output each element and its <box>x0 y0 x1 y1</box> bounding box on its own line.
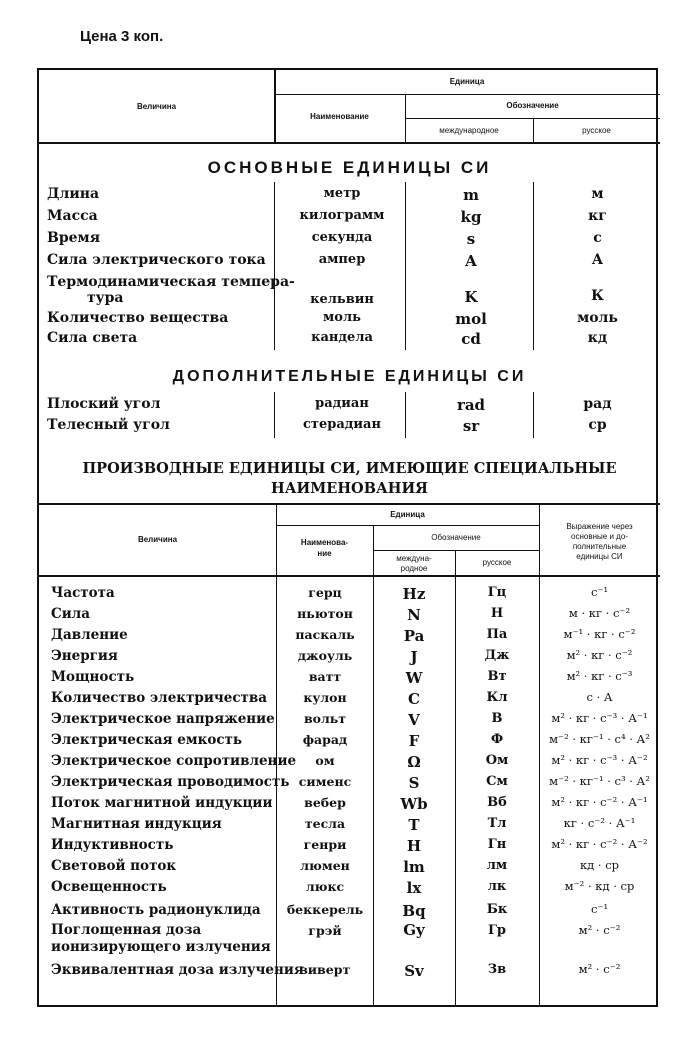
unit-name-cell: беккерель <box>286 902 364 917</box>
quantity-cell: Время <box>47 230 101 246</box>
quantity-cell: Эквивалентная доза излучения <box>51 962 304 978</box>
intl-symbol-cell: Gy <box>403 921 425 939</box>
russian-symbol-cell: моль <box>577 310 618 326</box>
unit-name-cell: секунда <box>311 230 373 245</box>
quantity-cell: Электрическая проводимость <box>51 774 290 790</box>
derived-header-top-rule <box>39 503 660 505</box>
derived-header-intl-l1: междуна- <box>396 554 432 563</box>
unit-name-cell: метр <box>323 186 361 201</box>
unit-name-cell: генри <box>303 837 347 852</box>
derived-units-title-line1: ПРОИЗВОДНЫЕ ЕДИНИЦЫ СИ, ИМЕЮЩИЕ СПЕЦИАЛЬНЫЕ <box>82 460 617 477</box>
column-divider <box>455 939 456 1005</box>
column-divider <box>276 939 277 1005</box>
derived-header-name-l2: ние <box>317 549 332 558</box>
russian-symbol-cell: кд <box>587 330 608 346</box>
quantity-cell: Сила света <box>47 330 138 346</box>
russian-symbol-cell: Тл <box>487 816 507 831</box>
intl-symbol-cell: K <box>464 288 478 306</box>
derived-header-bottom-rule <box>39 575 660 577</box>
si-expression-cell: м⁻² · кд · ср <box>564 879 635 893</box>
quantity-cell: Сила <box>51 606 91 622</box>
derived-header-russian: русское <box>482 558 512 567</box>
unit-name-cell: вебер <box>304 795 346 810</box>
table-row <box>39 922 660 958</box>
table-row <box>39 669 660 689</box>
si-expression-cell: м² · кг · с⁻³ · А⁻¹ <box>551 711 648 725</box>
intl-symbol-cell: A <box>465 252 477 270</box>
table-row <box>39 230 660 250</box>
quantity-cell: Индуктивность <box>51 837 174 853</box>
quantity-cell-continuation: тура <box>87 290 124 306</box>
quantity-cell: Активность радионуклида <box>51 902 261 918</box>
header-divider <box>274 94 660 95</box>
intl-symbol-cell: sr <box>462 417 480 435</box>
intl-symbol-cell: Sv <box>404 962 424 980</box>
quantity-cell: Давление <box>51 627 128 643</box>
quantity-cell: Поток магнитной индукции <box>51 795 273 811</box>
derived-header-name-l1: Наименова- <box>300 538 349 547</box>
russian-symbol-cell: К <box>591 288 604 304</box>
table-row <box>39 795 660 815</box>
russian-symbol-cell: Вт <box>487 669 507 684</box>
intl-symbol-cell: N <box>407 606 421 624</box>
unit-name-cell: радиан <box>315 396 369 411</box>
intl-symbol-cell: kg <box>460 208 482 226</box>
table-row <box>39 711 660 731</box>
intl-symbol-cell: Pa <box>403 627 425 645</box>
russian-symbol-cell: См <box>486 774 508 789</box>
russian-symbol-cell: лк <box>487 879 507 894</box>
table-row <box>39 648 660 668</box>
unit-name-cell: тесла <box>304 816 346 831</box>
si-expression-cell: м² · кг · с⁻³ <box>566 669 633 683</box>
si-expression-cell: м² · с⁻² <box>578 962 621 976</box>
russian-symbol-cell: Ф <box>490 732 504 747</box>
si-expression-cell: с⁻¹ <box>590 585 609 599</box>
table-row <box>39 208 660 228</box>
derived-header-divider <box>373 550 539 551</box>
unit-name-cell: ом <box>315 753 335 768</box>
intl-symbol-cell: Bq <box>402 902 426 920</box>
quantity-cell: Освещенность <box>51 879 167 895</box>
unit-name-cell: кулон <box>303 690 347 705</box>
russian-symbol-cell: В <box>491 711 503 726</box>
si-expression-cell: м⁻² · кг⁻¹ · с³ · А² <box>549 774 650 788</box>
intl-symbol-cell: V <box>408 711 420 729</box>
unit-name-cell: ампер <box>318 252 366 267</box>
unit-name-cell: герц <box>308 585 342 600</box>
quantity-cell: Сила электрического тока <box>47 252 266 268</box>
table-row <box>39 396 660 416</box>
header-bottom-rule <box>39 142 660 144</box>
table-row <box>39 753 660 773</box>
unit-name-cell: фарад <box>302 732 348 747</box>
derived-header-divider <box>276 525 539 526</box>
quantity-cell: Термодинамическая темпера- <box>47 274 295 290</box>
russian-symbol-cell: м <box>591 186 604 202</box>
table-row <box>39 330 660 350</box>
table-row <box>39 816 660 836</box>
russian-symbol-cell: с <box>593 230 602 246</box>
si-expression-cell: м⁻² · кг⁻¹ · с⁴ · А² <box>549 732 650 746</box>
quantity-cell: Электрическое сопротивление <box>51 753 297 769</box>
si-expression-cell: м² · кг · с⁻² · А⁻¹ <box>551 795 648 809</box>
column-divider <box>539 939 540 1005</box>
quantity-cell: Масса <box>47 208 98 224</box>
unit-name-cell: паскаль <box>295 627 355 642</box>
table-row <box>39 837 660 857</box>
header-designation: Обозначение <box>506 101 559 110</box>
si-expression-cell: кг · с⁻² · А⁻¹ <box>563 816 636 830</box>
table-row <box>39 606 660 626</box>
si-expression-cell: с⁻¹ <box>590 902 609 916</box>
si-expression-cell: м² · кг · с⁻² <box>566 648 633 662</box>
column-divider <box>373 939 374 1005</box>
derived-header-intl-l2: родное <box>400 564 428 573</box>
table-row <box>39 417 660 437</box>
intl-symbol-cell: F <box>408 732 420 750</box>
unit-name-cell: ватт <box>308 669 342 684</box>
unit-name-cell: грэй <box>308 923 342 938</box>
intl-symbol-cell: S <box>408 774 420 792</box>
header-russian: русское <box>582 126 611 135</box>
header-unit: Единица <box>449 77 485 86</box>
si-expression-cell: кд · ср <box>579 858 620 872</box>
unit-name-cell: сименс <box>298 774 352 789</box>
unit-name-cell: кандела <box>311 330 373 345</box>
intl-symbol-cell: T <box>408 816 420 834</box>
derived-header-expr-l4: единицы СИ <box>576 552 623 561</box>
russian-symbol-cell: Гц <box>487 585 507 600</box>
table-row <box>39 585 660 605</box>
si-units-table <box>37 68 658 1007</box>
table-row <box>39 902 660 922</box>
russian-symbol-cell: Ом <box>485 753 509 768</box>
quantity-cell: Мощность <box>51 669 135 685</box>
si-expression-cell: м² · кг · с⁻³ · А⁻² <box>551 753 648 767</box>
russian-symbol-cell: Па <box>486 627 508 642</box>
derived-header-expr-l3: полнительные <box>572 542 627 551</box>
unit-name-cell: зиверт <box>299 962 351 977</box>
intl-symbol-cell: cd <box>461 330 481 348</box>
unit-name-cell: кельвин <box>310 292 374 307</box>
quantity-cell: Энергия <box>51 648 118 664</box>
quantity-cell: Частота <box>51 585 115 601</box>
table-row <box>39 627 660 647</box>
russian-symbol-cell: Гр <box>487 923 507 938</box>
quantity-cell: Электрическая емкость <box>51 732 243 748</box>
quantity-cell: Длина <box>47 186 100 202</box>
header-name: Наименование <box>310 112 369 121</box>
price-label: Цена 3 коп. <box>80 28 164 45</box>
supplementary-units-title: ДОПОЛНИТЕЛЬНЫЕ ЕДИНИЦЫ СИ <box>172 368 527 385</box>
quantity-cell: Магнитная индукция <box>51 816 222 832</box>
unit-name-cell: ньютон <box>297 606 353 621</box>
table-row <box>39 774 660 794</box>
derived-units-title-line2: НАИМЕНОВАНИЯ <box>271 480 428 497</box>
quantity-cell-continuation: ионизирующего излучения <box>51 939 271 955</box>
intl-symbol-cell: Hz <box>402 585 426 603</box>
russian-symbol-cell: лм <box>486 858 508 873</box>
derived-header-expr-l2: основные и до- <box>571 532 628 541</box>
russian-symbol-cell: А <box>591 252 604 268</box>
intl-symbol-cell: C <box>408 690 420 708</box>
russian-symbol-cell: Вб <box>487 795 507 810</box>
table-row <box>39 274 660 310</box>
russian-symbol-cell: Дж <box>484 648 510 663</box>
unit-name-cell: люмен <box>300 858 350 873</box>
derived-header-quantity: Величина <box>137 535 178 544</box>
intl-symbol-cell: lx <box>406 879 422 897</box>
table-row <box>39 879 660 899</box>
table-row <box>39 252 660 272</box>
intl-symbol-cell: s <box>466 230 476 248</box>
intl-symbol-cell: Wb <box>400 795 428 813</box>
derived-header-expr-l1: Выражение через <box>566 522 633 531</box>
header-international: международное <box>439 126 499 135</box>
derived-header-unit: Единица <box>390 510 425 519</box>
quantity-cell: Телесный угол <box>47 417 170 433</box>
intl-symbol-cell: lm <box>403 858 425 876</box>
unit-name-cell: джоуль <box>297 648 353 663</box>
russian-symbol-cell: Гн <box>487 837 507 852</box>
table-row <box>39 690 660 710</box>
russian-symbol-cell: Зв <box>487 962 507 977</box>
russian-symbol-cell: рад <box>583 396 612 412</box>
si-expression-cell: м² · с⁻² <box>578 923 621 937</box>
table-row <box>39 310 660 330</box>
quantity-cell: Количество электричества <box>51 690 268 706</box>
table-row <box>39 186 660 206</box>
unit-name-cell: люкс <box>305 879 345 894</box>
russian-symbol-cell: Кл <box>486 690 508 705</box>
russian-symbol-cell: кг <box>588 208 607 224</box>
header-quantity: Величина <box>136 102 177 111</box>
quantity-cell: Электрическое напряжение <box>51 711 275 727</box>
si-expression-cell: м · кг · с⁻² <box>568 606 631 620</box>
intl-symbol-cell: J <box>410 648 418 666</box>
intl-symbol-cell: mol <box>455 310 487 328</box>
unit-name-cell: моль <box>323 310 361 325</box>
table-row <box>39 858 660 878</box>
russian-symbol-cell: Н <box>490 606 504 621</box>
russian-symbol-cell: Бк <box>486 902 508 917</box>
quantity-cell: Световой поток <box>51 858 177 874</box>
intl-symbol-cell: Ω <box>407 753 421 771</box>
table-row <box>39 732 660 752</box>
intl-symbol-cell: H <box>406 837 422 855</box>
unit-name-cell: вольт <box>303 711 347 726</box>
unit-name-cell: килограмм <box>299 208 385 223</box>
intl-symbol-cell: m <box>463 186 479 204</box>
si-expression-cell: с · А <box>586 690 613 704</box>
russian-symbol-cell: ср <box>588 417 607 433</box>
quantity-cell: Плоский угол <box>47 396 161 412</box>
intl-symbol-cell: rad <box>456 396 486 414</box>
base-units-title: ОСНОВНЫЕ ЕДИНИЦЫ СИ <box>207 158 492 177</box>
si-expression-cell: м⁻¹ · кг · с⁻² <box>563 627 636 641</box>
intl-symbol-cell: W <box>405 669 423 687</box>
derived-header-designation: Обозначение <box>431 533 481 542</box>
quantity-cell: Количество вещества <box>47 310 229 326</box>
unit-name-cell: стерадиан <box>303 417 381 432</box>
table-row <box>39 962 660 982</box>
si-expression-cell: м² · кг · с⁻² · А⁻² <box>551 837 648 851</box>
quantity-cell: Поглощенная доза <box>51 922 202 938</box>
